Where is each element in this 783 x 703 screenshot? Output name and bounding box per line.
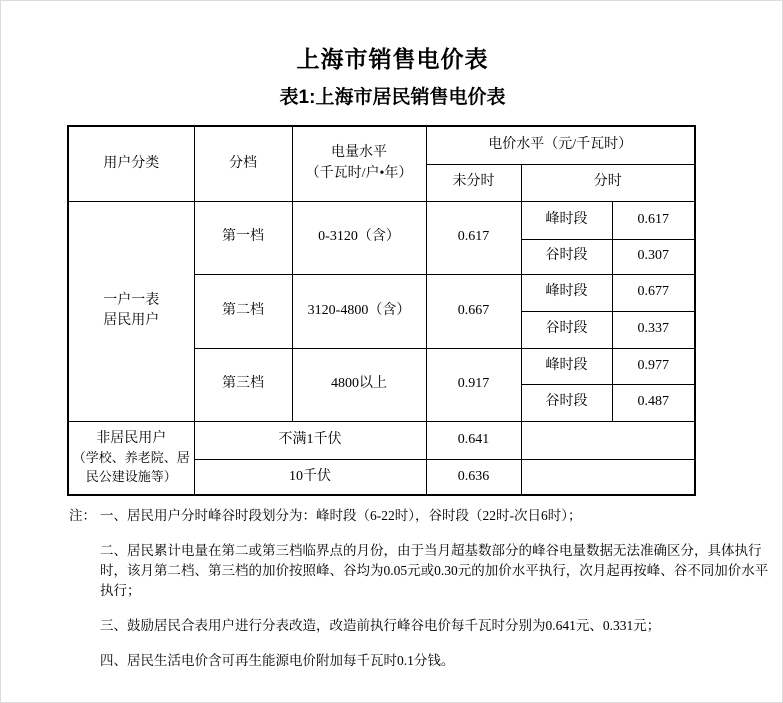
tier1-flat-price: 0.617 (426, 201, 521, 274)
nonres-row1-flat-price: 0.641 (426, 421, 521, 459)
tier3-peak-label: 峰时段 (521, 348, 612, 384)
header-energy-level-unit: （千瓦时/户•年） (305, 165, 413, 181)
table-caption: 表1:上海市居民销售电价表 (279, 87, 506, 108)
tier2-valley-label: 谷时段 (521, 311, 612, 348)
note-item-4: 四、居民生活电价含可再生能源电价附加每千瓦时0.1分钱。 (100, 653, 455, 668)
tier1-name: 第一档 (194, 201, 292, 274)
note-item-2: 二、居民累计电量在第二或第三档临界点的月份，由于当月超基数部分的峰谷电量数据无法准确区分，具体执行时，该月第二档、第三档的加价按照峰、谷均为0.05元或0.30元的加价水平执行，次月起再按峰、谷不同加价水平执行； (100, 543, 769, 598)
cell-residential-category (68, 201, 194, 421)
cell-non-residential-category (68, 421, 194, 495)
tier1-peak-price: 0.617 (612, 201, 695, 239)
tier3-range: 4800以上 (292, 348, 426, 421)
header-non-tou: 未分时 (426, 164, 521, 201)
non-residential-category-name: 非居民用户 (96, 430, 167, 446)
price-table (67, 125, 696, 496)
notes-label: 注： (69, 508, 96, 523)
nonres-row1-voltage: 不满1千伏 (194, 421, 426, 459)
tier3-flat-price: 0.917 (426, 348, 521, 421)
header-price-level: 电价水平（元/千瓦时） (426, 126, 695, 164)
header-tier: 分档 (194, 126, 292, 201)
header-energy-level-line1: 电量水平 (331, 145, 387, 161)
tier2-valley-price: 0.337 (612, 311, 695, 348)
tier2-name: 第二档 (194, 274, 292, 348)
nonres-row2-voltage: 10千伏 (194, 459, 426, 495)
tier3-name: 第三档 (194, 348, 292, 421)
residential-category-line1: 一户一表 (103, 292, 160, 308)
notes-section (69, 506, 769, 686)
page-title: 上海市销售电价表 (296, 46, 489, 72)
tier3-valley-price: 0.487 (612, 384, 695, 421)
tier1-range: 0-3120（含） (292, 201, 426, 274)
header-tou: 分时 (521, 164, 695, 201)
tier1-valley-label: 谷时段 (521, 239, 612, 274)
nonres-row1-tou-empty (521, 421, 695, 459)
residential-category-line2: 居民用户 (103, 313, 160, 328)
tier2-peak-label: 峰时段 (521, 274, 612, 311)
tier2-range: 3120-4800（含） (292, 274, 426, 348)
nonres-row2-tou-empty (521, 459, 695, 495)
tier3-valley-label: 谷时段 (521, 384, 612, 421)
note-item-1: 一、居民用户分时峰谷时段划分为：峰时段（6-22时），谷时段（22时-次日6时）； (100, 508, 582, 523)
nonres-row2-flat-price: 0.636 (426, 459, 521, 495)
tier1-valley-price: 0.307 (612, 239, 695, 274)
note-item-3: 三、鼓励居民合表用户进行分表改造，改造前执行峰谷电价每千瓦时分别为0.641元、0.331元； (100, 618, 661, 633)
header-energy-level (292, 126, 426, 201)
tier2-flat-price: 0.667 (426, 274, 521, 348)
tier1-peak-label: 峰时段 (521, 201, 612, 239)
tier3-peak-price: 0.977 (612, 348, 695, 384)
tier2-peak-price: 0.677 (612, 274, 695, 311)
header-user-category: 用户分类 (68, 126, 194, 201)
non-residential-category-detail: （学校、养老院、居民公建设施等） (72, 450, 190, 484)
